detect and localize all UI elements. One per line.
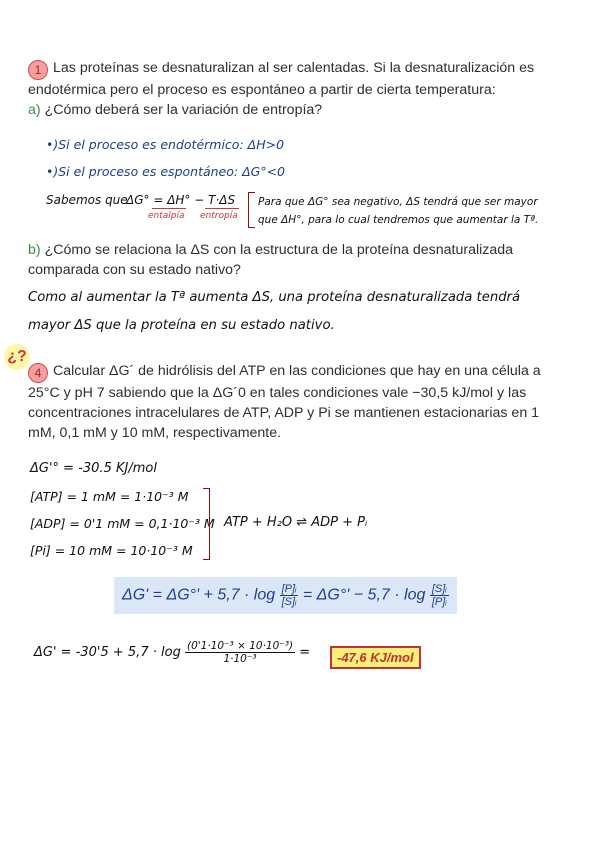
question-4: 4 Calcular ΔG´ de hidrólisis del ATP en las condiciones que hay en una célula a 25°C y pH 7 sabiendo que la ΔG´0 en tales condiciones vale −30,5 kJ/mol y las concentraciones intracelulares de ATP, ADP y Pi se mantienen estacionarias en 1 mM, 0,1 mM y 10 mM, respectivamente.	[28, 363, 541, 441]
given-bracket	[203, 488, 210, 560]
label-entropia: entropía	[200, 211, 238, 221]
part-a-letter: a)	[28, 102, 41, 118]
sabemos-prefix: Sabemos que	[46, 193, 128, 207]
given-adp: [ADP] = 0'1 mM = 0,1·10⁻³ M	[30, 516, 215, 531]
underline-entropy	[205, 208, 239, 209]
given-atp: [ATP] = 1 mM = 1·10⁻³ M	[30, 489, 189, 504]
calculation-line: ΔG' = -30'5 + 5,7 · log $\frac{\text{(0'1·10⁻³ × 10·10⁻³)}}{\text{1·10⁻³}}$ =	[34, 640, 311, 665]
question-1-line-1: 1 Las proteínas se desnaturalizan al ser calentadas. Si la desnaturalización es	[28, 58, 588, 80]
given-pi: [Pi] = 10 mM = 10·10⁻³ M	[30, 543, 193, 558]
note-bracket	[248, 192, 255, 228]
formula-fraction-products-substrates: $\frac{\text{[P]ᵢ}}{\text{[S]ᵢ}}$	[281, 583, 297, 608]
question-number-badge: 4	[28, 363, 48, 383]
part-b-letter: b)	[28, 242, 41, 258]
bullet-spontaneous: •)Si el proceso es espontáneo: ΔG°<0	[46, 164, 285, 179]
label-entalpia: entalpía	[148, 211, 185, 221]
calculation-fraction: $\frac{\text{(0'1·10⁻³ × 10·10⁻³)}}{\text{1·10⁻³}}$	[186, 640, 294, 665]
given-standard-dg: ΔG'° = -30.5 KJ/mol	[30, 461, 157, 476]
question-1-part-a	[28, 100, 588, 120]
free-energy-formula: ΔG' = ΔG°' + 5,7 · log $\frac{\text{[P]ᵢ}}{\text{[S]ᵢ}}$ = ΔG°' − 5,7 · log $\frac{\text{[S]ᵢ}}{\text{[P]ᵢ}}$	[114, 577, 457, 614]
question-1-part-b: b) ¿Cómo se relaciona la ΔS con la estructura de la proteína desnaturalizada comparada con su estado nativo?	[28, 242, 514, 278]
bullet-endothermic: •)Si el proceso es endotérmico: ΔH>0	[46, 137, 285, 152]
question-1-line-2: endotérmica pero el proceso es espontáneo a partir de cierta temperatura:	[28, 82, 496, 98]
explanation-note: Para que ΔG° sea negativo, ΔS tendrá que ser mayor que ΔH°, para lo cual tendremos que aumentar la Tª.	[258, 196, 539, 226]
underline-enthalpy	[152, 208, 186, 209]
formula-fraction-substrates-products: $\frac{\text{[S]ᵢ}}{\text{[P]ᵢ}}$	[431, 583, 447, 608]
hydrolysis-reaction: ATP + H₂O ⇌ ADP + Pᵢ	[224, 515, 368, 530]
question-1	[28, 58, 588, 120]
final-result: -47,6 KJ/mol	[330, 646, 421, 669]
question-number-badge: 1	[28, 60, 48, 80]
doubt-mark: ¿?	[4, 344, 30, 370]
answer-part-b: Como al aumentar la Tª aumenta ΔS, una proteína desnaturalizada tendrá mayor ΔS que la proteína en su estado nativo.	[28, 290, 521, 333]
gibbs-equation: ΔG° = ΔH° − T·ΔS	[126, 193, 236, 207]
part-a-text: ¿Cómo deberá ser la variación de entropía?	[44, 102, 323, 118]
